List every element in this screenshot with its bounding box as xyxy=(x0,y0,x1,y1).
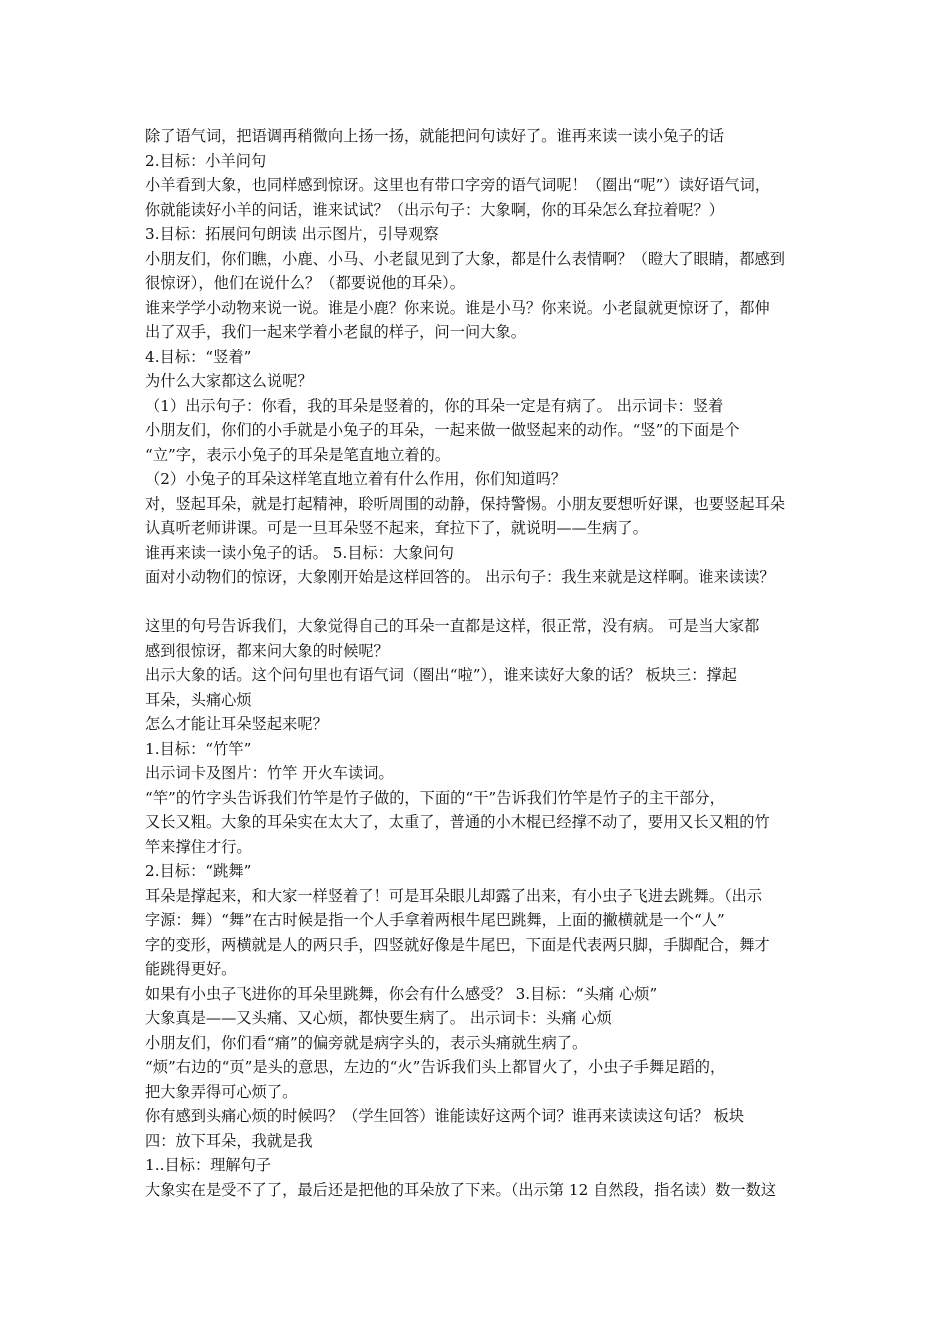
text-line: 字源：舞）“舞”在古时候是指一个人手拿着两根牛尾巴跳舞，上面的撇横就是一个“人” xyxy=(145,911,725,929)
section-heading: 3.目标：拓展问句朗读 出示图片，引导观察 xyxy=(145,225,439,243)
text-line: 对，竖起耳朵，就是打起精神，聆听周围的动静，保持警惕。小朋友要想听好课，也要竖起耳朵 xyxy=(145,494,785,513)
text-line: “立”字，表示小兔子的耳朵是笔直地立着的。 xyxy=(145,445,451,464)
text-line: 谁再来读一读小兔子的话。 5.目标：大象问句 xyxy=(145,543,454,562)
text-line: 出了双手，我们一起来学着小老鼠的样子，问一问大象。 xyxy=(145,323,526,341)
text-line: “竿”的竹字头告诉我们竹竿是竹子做的，下面的“干”告诉我们竹竿是竹子的主干部分， xyxy=(145,788,725,807)
text-line: 这里的句号告诉我们，大象觉得自己的耳朵一直都是这样，很正常，没有病。 可是当大家都 xyxy=(145,617,760,635)
text-line: （2）小兔子的耳朵这样笔直地立着有什么作用，你们知道吗？ xyxy=(145,470,567,488)
text-line: 小羊看到大象，也同样感到惊讶。这里也有带口字旁的语气词呢！（圈出“呢”）读好语气词， xyxy=(145,176,771,194)
text-line: 把大象弄得可心烦了。 xyxy=(145,1082,298,1101)
section-heading: 2.目标：“跳舞” xyxy=(145,862,252,880)
blank-line xyxy=(145,590,821,615)
section-heading: 4.目标：“竖着” xyxy=(145,347,252,366)
text-line: 又长又粗。大象的耳朵实在太大了，太重了，普通的小木棍已经撑不动了，要用又长又粗的竹 xyxy=(145,813,770,831)
text-line: 为什么大家都这么说呢？ xyxy=(145,372,313,390)
text-line: 耳朵，头痛心烦 xyxy=(145,690,252,709)
document-page xyxy=(145,124,821,1202)
section-heading: 2.目标：小羊问句 xyxy=(145,151,267,170)
text-line: 小朋友们，你们看“痛”的偏旁就是病字头的，表示头痛就生病了。 xyxy=(145,1033,588,1052)
text-line: 认真听老师讲课。可是一旦耳朵竖不起来，耷拉下了，就说明——生病了。 xyxy=(145,519,648,537)
text-line: 出示大象的话。这个问句里也有语气词（圈出“啦”），谁来读好大象的话？ 板块三：撑起 xyxy=(145,666,737,684)
text-line: 耳朵是撑起来，和大家一样竖着了！可是耳朵眼儿却露了出来，有小虫子飞进去跳舞。（出示 xyxy=(145,886,763,905)
text-line: 出示词卡及图片：竹竿 开火车读词。 xyxy=(145,764,394,782)
text-line: 小朋友们，你们的小手就是小兔子的耳朵，一起来做一做竖起来的动作。“竖”的下面是个 xyxy=(145,421,740,439)
text-line: 很惊讶），他们在说什么？（都要说他的耳朵）。 xyxy=(145,274,466,292)
text-line: 面对小动物们的惊讶，大象刚开始是这样回答的。 出示句子：我生来就是这样啊。谁来读读？ xyxy=(145,568,775,586)
text-line: 如果有小虫子飞进你的耳朵里跳舞，你会有什么感受？ 3.目标：“头痛 心烦” xyxy=(145,984,658,1003)
text-line: 感到很惊讶，都来问大象的时候呢？ xyxy=(145,641,389,660)
text-line: 你有感到头痛心烦的时候吗？（学生回答）谁能读好这两个词？谁再来读读这句话？ 板块 xyxy=(145,1107,745,1125)
section-heading: 1.目标：“竹竿” xyxy=(145,739,252,758)
text-line: （1）出示句子：你看，我的耳朵是竖着的，你的耳朵一定是有病了。 出示词卡：竖着 xyxy=(145,396,724,415)
text-line: 四：放下耳朵，我就是我 xyxy=(145,1131,313,1150)
section-heading: 1..目标：理解句子 xyxy=(145,1156,272,1174)
text-line: 怎么才能让耳朵竖起来呢？ xyxy=(145,715,328,733)
text-line: 小朋友们，你们瞧，小鹿、小马、小老鼠见到了大象，都是什么表情啊？（瞪大了眼睛，都感到 xyxy=(145,249,785,268)
text-line: 竿来撑住才行。 xyxy=(145,837,252,856)
text-line: 字的变形，两横就是人的两只手，四竖就好像是牛尾巴，下面是代表两只脚，手脚配合，舞才 xyxy=(145,935,770,954)
text-line: 大象真是——又头痛、又心烦，都快要生病了。 出示词卡：头痛 心烦 xyxy=(145,1009,612,1027)
text-line: 你就能读好小羊的问话，谁来试试？（出示句子：大象啊，你的耳朵怎么耷拉着呢？） xyxy=(145,200,725,219)
text-line: 谁来学学小动物来说一说。谁是小鹿？你来说。谁是小马？你来说。小老鼠就更惊讶了，都伸 xyxy=(145,298,770,317)
text-line: 除了语气词，把语调再稍微向上扬一扬，就能把问句读好了。谁再来读一读小兔子的话 xyxy=(145,127,725,145)
text-line: 能跳得更好。 xyxy=(145,960,237,978)
text-line: 大象实在是受不了了，最后还是把他的耳朵放了下来。（出示第 12 自然段，指名读）数一数这 xyxy=(145,1180,777,1199)
text-line: “烦”右边的“页”是头的意思，左边的“火”告诉我们头上都冒火了，小虫子手舞足蹈的， xyxy=(145,1058,726,1076)
